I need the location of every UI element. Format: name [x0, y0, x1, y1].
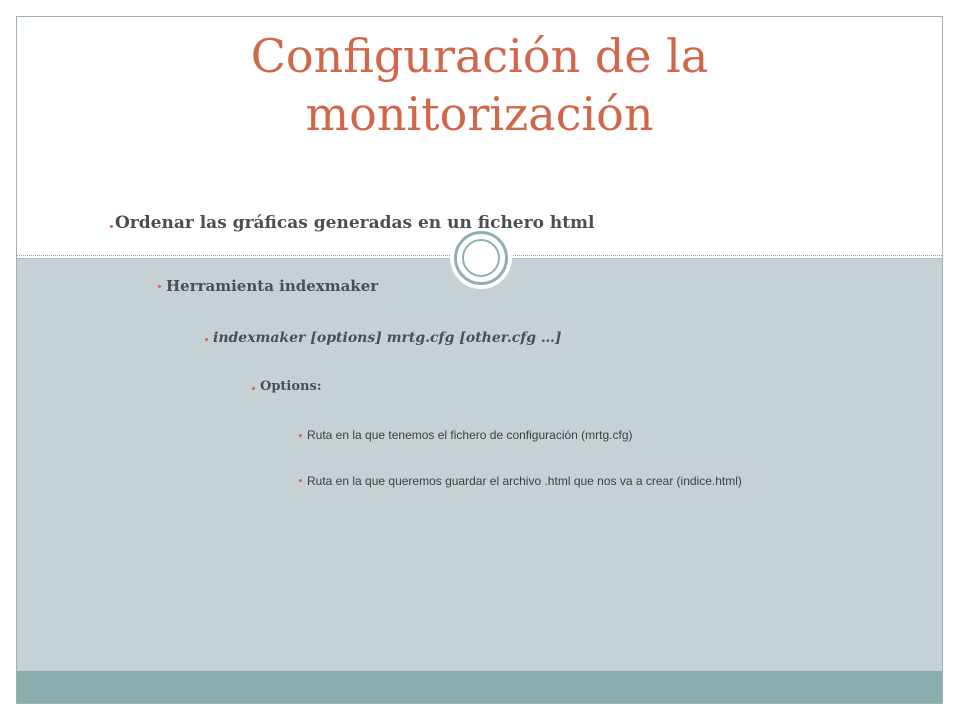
bullet-level-1: Ordenar las gráficas generadas en un fichero html	[115, 213, 595, 233]
bullet-dot-2	[158, 285, 161, 288]
circle-ornament-inner-ring	[462, 239, 500, 277]
bullet-level-5-item-2: Ruta en la que queremos guardar el archivo .html que nos va a crear (indice.html)	[307, 474, 742, 488]
bullet-level-3: indexmaker [options] mrtg.cfg [other.cfg …]	[213, 330, 562, 346]
bullet-dot-6	[299, 479, 302, 482]
bullet-dot-4	[252, 387, 255, 390]
bullet-dot-3	[205, 338, 208, 341]
bullet-dot-5	[299, 434, 302, 437]
slide-title-line-1: Configuración de la	[250, 29, 709, 83]
slide-title-line-2: monitorización	[305, 87, 654, 141]
slide-title	[17, 27, 942, 143]
bullet-level-4: Options:	[260, 379, 322, 394]
slide	[16, 16, 943, 704]
bullet-dot-1	[110, 225, 113, 228]
content-band	[17, 258, 942, 671]
bullet-level-2: Herramienta indexmaker	[166, 277, 379, 295]
footer-band	[17, 671, 942, 704]
bullet-level-5-item-1: Ruta en la que tenemos el fichero de configuración (mrtg.cfg)	[307, 428, 633, 442]
